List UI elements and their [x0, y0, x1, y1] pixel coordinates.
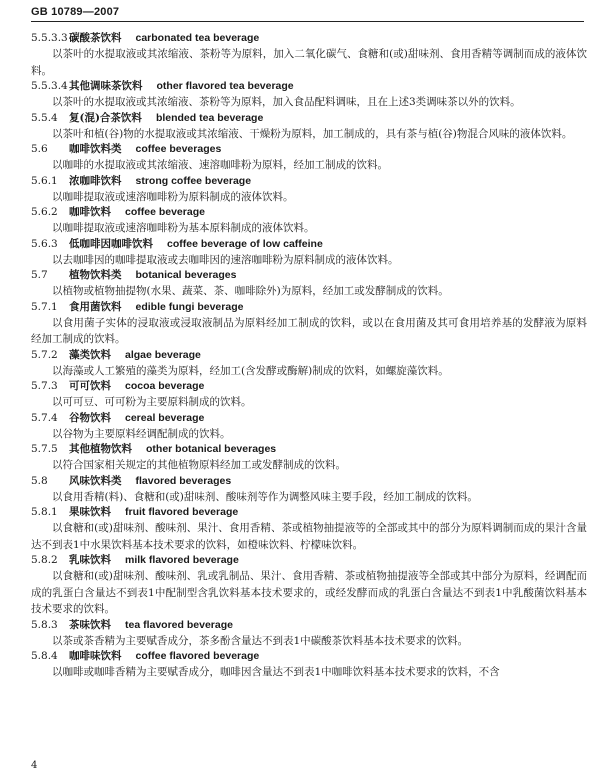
clause-heading [31, 79, 587, 94]
clause-number: 5.5.3.4 [31, 80, 68, 92]
clause-entry [31, 142, 587, 174]
clause-term-en: coffee flavored beverage [135, 650, 260, 662]
clause-heading [31, 237, 587, 252]
clause-definition: 以植物或植物抽提物(水果、蔬菜、茶、咖啡除外)为原料，经加工或发酵制成的饮料。 [52, 285, 449, 297]
clause-heading [31, 31, 587, 46]
clause-entry [31, 268, 587, 300]
clause-term-en: edible fungi beverage [135, 300, 244, 313]
clause-term-zh: 可可饮料 [69, 380, 111, 392]
clause-heading [31, 348, 587, 363]
clause-number: 5.7.2 [31, 348, 58, 361]
clause-term-zh: 乳味饮料 [69, 554, 111, 566]
clause-definition: 以茶叶和植(谷)物的水提取液或其浓缩液、干燥粉为原料，加工制成的，具有茶与植(谷)物混合风味的液体饮料。 [52, 127, 573, 140]
clause-term-en: carbonated tea beverage [135, 32, 260, 44]
clause-definition: 以食糖和(或)甜味剂、酸味剂、果汁、食用香精、茶或植物抽提液等的全部或其中的部分为原料调制而成的果汁含量达不到表1中水果饮料基本技术要求的饮料，如橙味饮料、柠檬味饮料。 [31, 522, 587, 551]
clause-term-zh: 其他植物饮料 [69, 443, 132, 455]
clause-number: 5.6.2 [31, 206, 58, 218]
clause-term-en: coffee beverages [135, 143, 222, 155]
clause-term-zh: 藻类饮料 [69, 348, 111, 361]
clause-entry [31, 237, 587, 269]
header-divider [31, 21, 584, 22]
clause-term-en: other flavored tea beverage [156, 80, 294, 92]
clause-heading [31, 174, 587, 189]
clause-entry [31, 553, 587, 618]
clause-number: 5.7.1 [31, 300, 58, 313]
clause-entry [31, 411, 587, 443]
clause-term-zh: 果味饮料 [69, 506, 111, 518]
clause-term-zh: 浓咖啡饮料 [69, 174, 122, 187]
clause-heading [31, 111, 587, 126]
clause-definition: 以食糖和(或)甜味剂、酸味剂、乳或乳制品、果汁、食用香精、茶或植物抽提液等全部或其中部分为原料，经调配而成的乳蛋白含量达不到表1中配制型含乳饮料基本技术要求的，或经发酵而成的乳蛋白含量达不到表1中乳酸菌饮料基本技术要求的饮料。 [31, 570, 587, 615]
clause-heading [31, 618, 587, 633]
clause-entry [31, 174, 587, 206]
clause-definition: 以咖啡提取液或速溶咖啡粉为基本原料制成的液体饮料。 [52, 222, 315, 234]
clause-entry [31, 31, 587, 79]
page-number: 4 [31, 760, 38, 771]
clause-definition: 以去咖啡因的咖啡提取液或去咖啡因的速溶咖啡粉为原料制成的液体饮料。 [52, 253, 399, 266]
clause-entry [31, 205, 587, 237]
clause-heading [31, 268, 587, 283]
clause-term-en: blended tea beverage [155, 111, 264, 124]
clause-number: 5.8.3 [31, 618, 58, 631]
clause-term-en: flavored beverages [135, 474, 232, 487]
clause-entry [31, 79, 587, 111]
clause-term-en: cocoa beverage [125, 380, 205, 392]
clause-term-zh: 风味饮料类 [69, 474, 122, 487]
clause-term-en: algae beverage [125, 348, 201, 361]
clause-entry [31, 300, 587, 348]
clause-heading [31, 553, 587, 568]
clause-term-en: cereal beverage [125, 411, 205, 424]
clause-term-zh: 咖啡饮料类 [69, 143, 122, 155]
clause-number: 5.8 [31, 474, 48, 487]
document-body [31, 31, 587, 681]
clause-term-zh: 食用菌饮料 [69, 300, 122, 313]
clause-heading [31, 474, 587, 489]
clause-heading [31, 205, 587, 220]
clause-entry [31, 474, 587, 506]
clause-definition: 以符合国家相关规定的其他植物原料经加工或发酵制成的饮料。 [52, 459, 346, 471]
clause-number: 5.7.4 [31, 411, 58, 424]
clause-number: 5.6 [31, 143, 48, 155]
clause-heading [31, 411, 587, 426]
clause-number: 5.8.4 [31, 650, 58, 662]
clause-heading [31, 442, 587, 457]
clause-term-zh: 咖啡饮料 [69, 206, 111, 218]
clause-term-zh: 低咖啡因咖啡饮料 [69, 237, 153, 250]
clause-entry [31, 379, 587, 411]
standard-code: GB 10789—2007 [31, 6, 120, 18]
clause-definition: 以食用菌子实体的浸取液或浸取液制品为原料经加工制成的饮料，或以在食用菌及其可食用培养基的发酵液为原料经加工制成的饮料。 [31, 316, 587, 345]
clause-definition: 以茶叶的水提取液或其浓缩液、茶粉等为原料，加入二氧化碳气、食糖和(或)甜味剂、食用香精等调制而成的液体饮料。 [31, 48, 587, 77]
clause-term-en: strong coffee beverage [135, 174, 252, 187]
clause-definition: 以海藻或人工繁殖的藻类为原料，经加工(含发酵或酶解)制成的饮料，如螺旋藻饮料。 [52, 364, 449, 377]
clause-number: 5.6.3 [31, 237, 58, 250]
clause-term-en: fruit flavored beverage [125, 506, 239, 518]
clause-definition: 以咖啡的水提取液或其浓缩液、速溶咖啡粉为原料，经加工制成的饮料。 [52, 159, 388, 171]
clause-term-zh: 谷物饮料 [69, 411, 111, 424]
clause-definition: 以茶或茶香精为主要赋香成分，茶多酚含量达不到表1中碳酸茶饮料基本技术要求的饮料。 [52, 634, 469, 647]
clause-number: 5.7.3 [31, 380, 58, 392]
clause-term-en: coffee beverage [125, 206, 205, 218]
clause-entry [31, 442, 587, 474]
clause-heading [31, 379, 587, 394]
clause-entry [31, 649, 587, 681]
clause-number: 5.7.5 [31, 443, 58, 455]
clause-number: 5.6.1 [31, 174, 58, 187]
clause-number: 5.5.4 [31, 111, 58, 124]
clause-number: 5.7 [31, 269, 48, 281]
clause-number: 5.8.1 [31, 506, 58, 518]
clause-term-zh: 植物饮料类 [69, 269, 122, 281]
clause-heading [31, 505, 587, 520]
clause-heading [31, 142, 587, 157]
clause-term-zh: 茶味饮料 [69, 618, 111, 631]
clause-entry [31, 618, 587, 650]
clause-term-en: milk flavored beverage [125, 554, 239, 566]
clause-definition: 以食用香精(料)、食糖和(或)甜味剂、酸味剂等作为调整风味主要手段，经加工制成的饮料。 [52, 490, 478, 503]
clause-number: 5.5.3.3 [31, 32, 68, 44]
clause-definition: 以咖啡或咖啡香精为主要赋香成分，咖啡因含量达不到表1中咖啡饮料基本技术要求的饮料，不含 [52, 666, 500, 678]
clause-term-en: tea flavored beverage [125, 618, 233, 631]
clause-number: 5.8.2 [31, 554, 58, 566]
clause-term-zh: 碳酸茶饮料 [69, 32, 122, 44]
clause-term-zh: 其他调味茶饮料 [69, 80, 143, 92]
clause-term-en: other botanical beverages [146, 443, 277, 455]
clause-heading [31, 649, 587, 664]
clause-definition: 以可可豆、可可粉为主要原料制成的饮料。 [52, 396, 252, 408]
clause-entry [31, 505, 587, 553]
clause-definition: 以咖啡提取液或速溶咖啡粉为原料制成的液体饮料。 [52, 190, 294, 203]
clause-term-zh: 咖啡味饮料 [69, 650, 122, 662]
clause-term-en: coffee beverage of low caffeine [167, 237, 323, 250]
clause-definition: 以谷物为主要原料经调配制成的饮料。 [52, 427, 231, 440]
clause-heading [31, 300, 587, 315]
clause-entry [31, 111, 587, 143]
clause-term-en: botanical beverages [135, 269, 237, 281]
clause-definition: 以茶叶的水提取液或其浓缩液、茶粉等为原料，加入食品配料调味，且在上述3类调味茶以外的饮料。 [52, 96, 521, 108]
clause-entry [31, 348, 587, 380]
document-header [31, 6, 119, 18]
clause-term-zh: 复(混)合茶饮料 [69, 111, 142, 124]
